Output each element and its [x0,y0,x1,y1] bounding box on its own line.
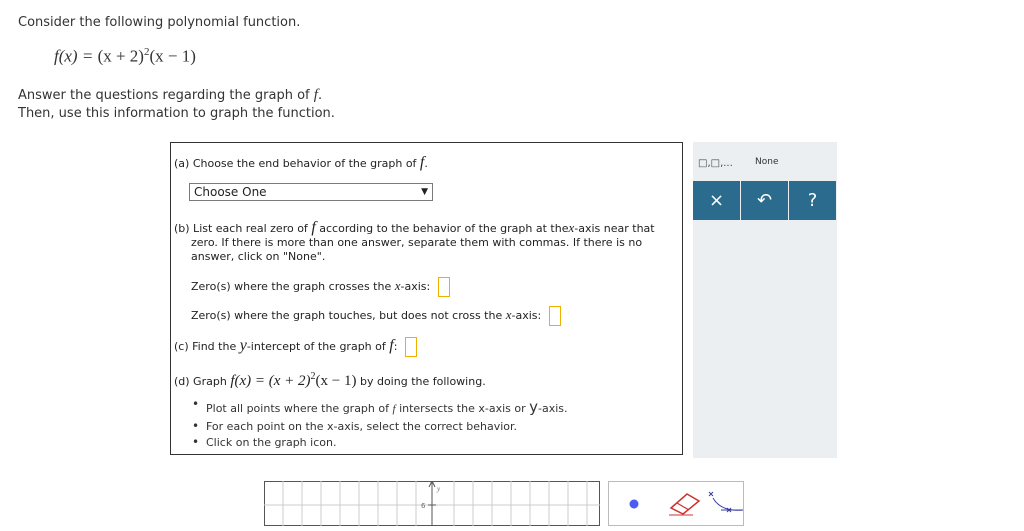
x-intercept-behavior-icon[interactable] [709,492,743,512]
undo-icon: ↶ [756,190,773,211]
bullet1-mid2: -axis or [484,402,526,415]
bullet1-y: y [529,398,539,416]
part-d-prompt [174,371,486,390]
touches-post: -axis: [511,309,542,322]
crosses-axis: x [394,278,401,293]
part-b-prompt [174,219,655,237]
bullet1-pre: Plot all points where the graph of [206,402,389,415]
formula-part2: (x − 1) [149,46,196,66]
clear-button[interactable] [693,181,740,220]
touches-row [191,306,561,326]
part-c-text2: -intercept of the graph of [246,340,386,353]
part-b-text1: (b) List each real zero of [174,222,308,235]
part-d-formula-exp: 2 [310,371,316,382]
graph-grid [264,481,600,526]
formula-exponent: 2 [143,46,150,58]
point-tool-icon[interactable] [630,500,639,509]
bullet1-f: f [392,403,396,415]
part-d-formula-tail: (x − 1) [315,373,357,389]
y-axis-label: y [437,485,441,493]
part-c-y-axis: y [239,337,247,354]
part-b-line2: zero. If there is more than one answer, separate them with commas. If there is no [191,236,643,249]
bullet1-post: -axis. [538,402,568,415]
bullet2-post: -axis, select the correct behavior. [333,420,518,433]
crosses-answer-input[interactable] [438,277,450,297]
help-icon: ? [807,190,818,211]
answer-instruction-line1: Answer the questions regarding the graph of f. [18,87,323,103]
part-b-line3: answer, click on "None". [191,250,326,263]
y-intercept-answer-input[interactable] [405,337,417,357]
part-d-formula [230,373,356,389]
touches-axis: x [505,307,512,322]
part-c-prompt: (c) Find the y-intercept of the graph of f: [174,337,417,357]
part-a-f-symbol: f [419,154,425,171]
help-button[interactable] [789,181,836,220]
eraser-icon[interactable] [669,494,699,515]
close-icon: × [708,190,725,211]
bullet2-x: x [327,420,334,433]
undo-button[interactable] [741,181,788,220]
crosses-post: -axis: [400,280,431,293]
graph-tool-palette [608,481,744,526]
formula-part1: (x + 2) [97,46,144,66]
part-c-text1: (c) Find the [174,340,237,353]
part-d-bullet-2 [192,419,518,433]
touches-answer-input[interactable] [549,306,561,326]
graph-area[interactable] [264,481,600,526]
part-b-text3: -axis near that [574,222,655,235]
bullet1-x: x [478,402,485,415]
list-template-button[interactable]: □,□,... [698,158,733,169]
answer-line1-text: Answer the questions regarding the graph of [18,88,310,103]
bullet-dot: • [192,397,200,411]
chevron-down-icon: ▼ [421,187,428,197]
crosses-label: Zero(s) where the graph crosses the [191,280,392,293]
part-a-text: (a) Choose the end behavior of the graph of [174,157,417,170]
intro-text: Consider the following polynomial function. [18,15,301,30]
end-behavior-select[interactable] [189,183,433,201]
polynomial-formula [54,46,196,67]
answer-f-symbol: f [313,87,318,103]
bullet-dot: • [192,435,200,449]
tick-label-6: 6 [421,502,426,510]
part-d-bullet-3 [192,435,337,449]
bullet3-text: Click on the graph icon. [206,436,337,449]
formula-lhs: f(x) = [54,46,98,66]
bullet1-mid: intersects the [399,402,475,415]
part-c-f-symbol: f [389,337,394,354]
answer-tool-panel [693,142,837,458]
bullet2-pre: For each point on the [206,420,324,433]
part-d-text1: (d) Graph [174,375,227,388]
part-b-f-symbol: f [311,219,316,236]
part-b-x-axis: x [568,220,575,235]
part-d-bullet-1 [192,397,568,416]
end-behavior-select-value: Choose One [194,185,267,199]
answer-instruction-line2: Then, use this information to graph the function. [18,106,335,121]
none-button[interactable]: None [755,157,779,167]
part-d-text2: by doing the following. [359,375,486,388]
question-panel [170,142,683,455]
part-d-formula-main: f(x) = (x + 2) [230,373,311,389]
part-a-prompt: (a) Choose the end behavior of the graph of f. [174,154,428,171]
touches-label: Zero(s) where the graph touches, but does not cross the [191,309,503,322]
bullet-dot: • [192,419,200,433]
crosses-row [191,277,450,297]
part-b-text2: according to the behavior of the graph at the [319,222,569,235]
graph-tool-icons [609,482,745,527]
